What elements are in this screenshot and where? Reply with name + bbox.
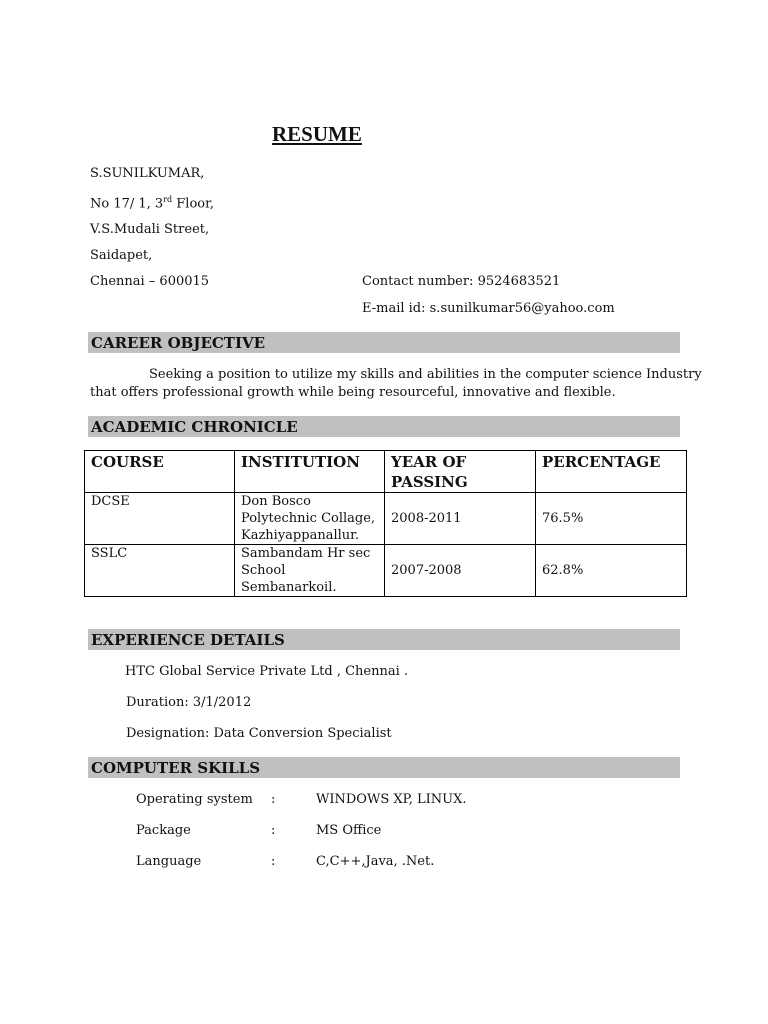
academic-chronicle-heading: ACADEMIC CHRONICLE — [88, 416, 680, 437]
career-objective-line-1: Seeking a position to utilize my skills and abilities in the computer science Industry — [149, 367, 702, 382]
column-header-course: COURSE — [85, 451, 235, 493]
skill-separator: : — [271, 792, 276, 807]
address-line-2: V.S.Mudali Street, — [90, 222, 210, 237]
candidate-name: S.SUNILKUMAR, — [90, 166, 205, 181]
percentage-cell: 76.5% — [536, 493, 687, 545]
table-row — [85, 545, 687, 597]
skill-value-language: C,C++,Java, .Net. — [316, 854, 435, 869]
company-name: HTC Global Service Private Ltd , Chennai . — [125, 664, 409, 679]
course-cell: DCSE — [85, 493, 235, 545]
percentage-cell: 62.8% — [536, 545, 687, 597]
table-header-row — [85, 451, 687, 493]
career-objective-line-2: that offers professional growth while being resourceful, innovative and flexible. — [90, 385, 616, 400]
skill-value-package: MS Office — [316, 823, 382, 838]
institution-cell: Don Bosco Polytechnic Collage, Kazhiyappanallur. — [235, 493, 385, 545]
resume-title: RESUME — [272, 122, 362, 146]
skill-label-language: Language — [136, 854, 202, 869]
academic-table — [84, 450, 687, 597]
designation: Designation: Data Conversion Specialist — [126, 726, 392, 741]
skill-label-package: Package — [136, 823, 191, 838]
skill-value-os: WINDOWS XP, LINUX. — [316, 792, 467, 807]
skill-label-os: Operating system — [136, 792, 253, 807]
skill-separator: : — [271, 854, 276, 869]
computer-skills-heading: COMPUTER SKILLS — [88, 757, 680, 778]
email-address: E-mail id: s.sunilkumar56@yahoo.com — [362, 301, 615, 316]
address-line-1: No 17/ 1, 3rd Floor, — [90, 195, 215, 212]
column-header-institution: INSTITUTION — [235, 451, 385, 493]
contact-number: Contact number: 9524683521 — [362, 274, 561, 289]
year-cell: 2008-2011 — [385, 493, 536, 545]
experience-details-heading: EXPERIENCE DETAILS — [88, 629, 680, 650]
course-cell: SSLC — [85, 545, 235, 597]
institution-cell: Sambandam Hr sec School Sembanarkoil. — [235, 545, 385, 597]
career-objective-heading: CAREER OBJECTIVE — [88, 332, 680, 353]
table-row — [85, 493, 687, 545]
column-header-percentage: PERCENTAGE — [536, 451, 687, 493]
skill-separator: : — [271, 823, 276, 838]
column-header-year: YEAR OF PASSING — [385, 451, 536, 493]
year-cell: 2007-2008 — [385, 545, 536, 597]
duration: Duration: 3/1/2012 — [126, 695, 252, 710]
address-line-3: Saidapet, — [90, 248, 153, 263]
address-line-4: Chennai – 600015 — [90, 274, 210, 289]
